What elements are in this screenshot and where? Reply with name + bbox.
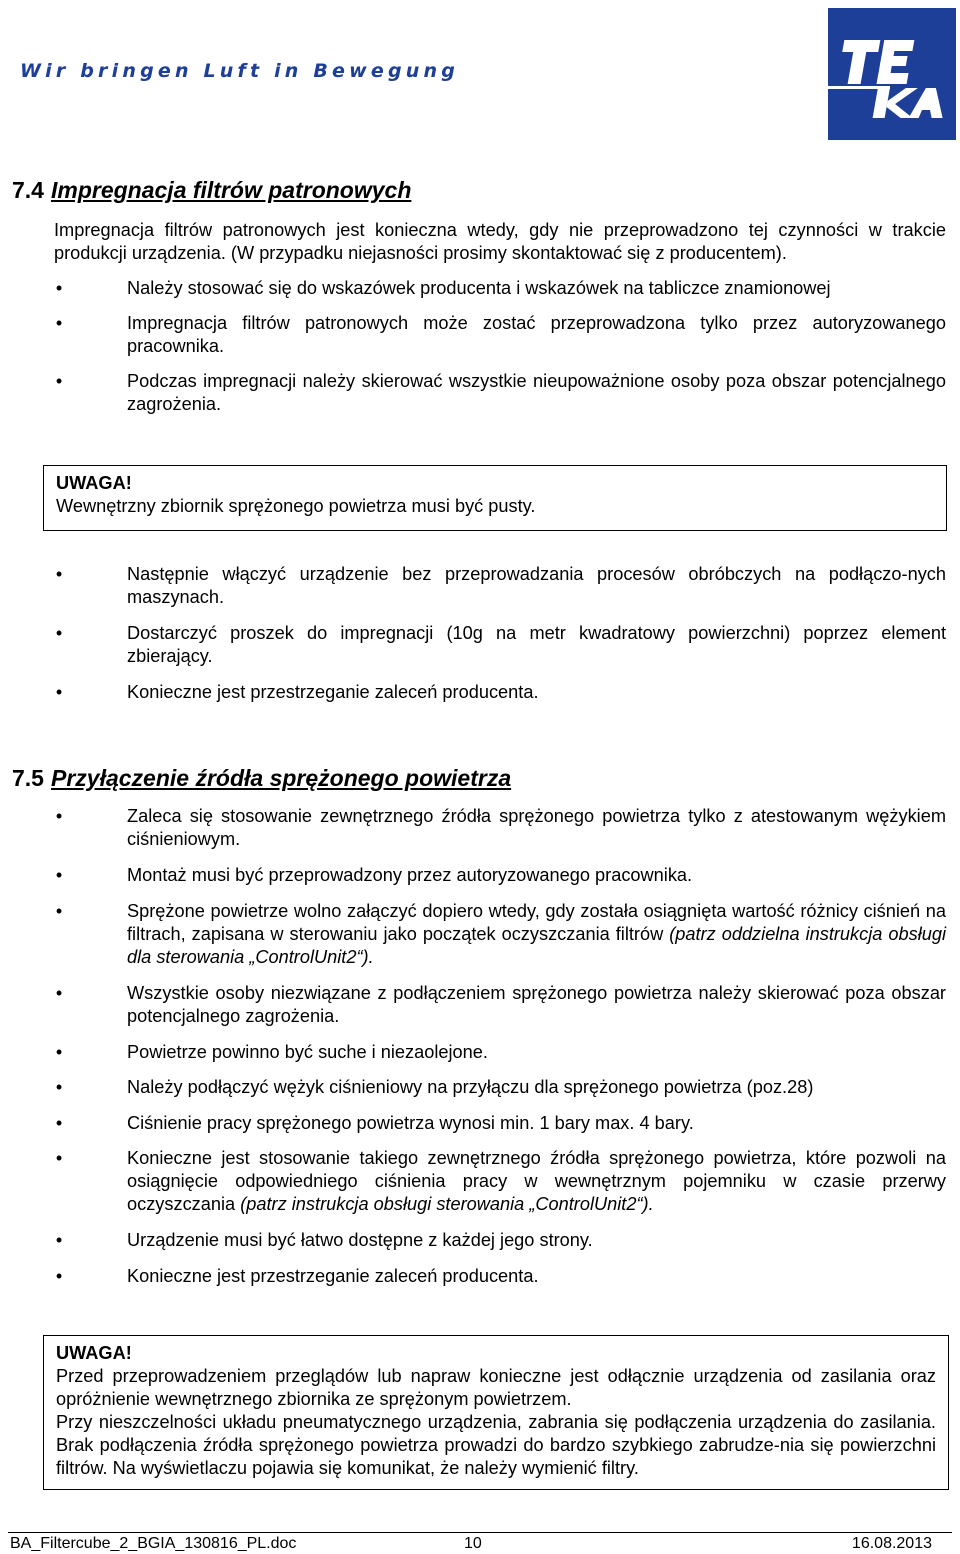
list-item-text: Konieczne jest przestrzeganie zaleceń producenta. <box>127 1266 539 1286</box>
footer-page-number: 10 <box>464 1535 482 1552</box>
list-item <box>54 563 946 609</box>
warning-box <box>43 465 947 531</box>
header-tagline: Wir bringen Luft in Bewegung <box>20 60 460 82</box>
warning-text: Przed przeprowadzeniem przeglądów lub napraw konieczne jest odłącznie urządzenia od zasilania oraz opróżnienie wewnętrznego zbiornika ze sprężonym powietrzem. <box>56 1366 936 1409</box>
list-item-text: Urządzenie musi być łatwo dostępne z każdej jego strony. <box>127 1230 593 1250</box>
list-item <box>54 312 946 358</box>
list-item-text: Ciśnienie pracy sprężonego powietrza wynosi min. 1 bary max. 4 bary. <box>127 1113 694 1133</box>
footer-filename: BA_Filtercube_2_BGIA_130816_PL.doc <box>10 1535 297 1552</box>
list-item <box>54 982 946 1028</box>
bullet-icon: • <box>55 1266 63 1286</box>
bullet-icon: • <box>55 1077 63 1097</box>
list-item-text: Dostarczyć proszek do impregnacji (10g na metr kwadratowy powierzchni) poprzez element zbierający. <box>127 623 946 666</box>
list-item-text: Wszystkie osoby niezwiązane z podłączeniem sprężonego powietrza należy skierować poza obszar potencjalnego zagrożenia. <box>127 983 946 1026</box>
section-74-title: Impregnacja filtrów patronowych <box>50 177 412 203</box>
section-75-title: Przyłączenie źródła sprężonego powietrza <box>50 765 512 791</box>
list-item-text: Konieczne jest stosowanie takiego zewnętrznego źródła sprężonego powietrza, które pozwoli na osiągnięcie odpowiedniego ciśnienia pracy w wewnętrznym pojemniku w czasie przerwy oczyszczania (patrz instrukcja obsługi sterowania „ControlUnit2“). <box>127 1148 946 1214</box>
bullet-icon: • <box>55 983 63 1003</box>
bullet-icon: • <box>55 1042 63 1062</box>
bullet-icon: • <box>55 313 63 333</box>
bullet-icon: • <box>55 623 63 643</box>
warning-text: Przy nieszczelności układu pneumatycznego urządzenia, zabrania się podłączenia urządzenia do zasilania. Brak podłączenia źródła sprężonego powietrza prowadzi do bardzo szybkiego zabrudze-nia się powierzchni filtrów. Na wyświetlaczu pojawia się komunikat, że należy wymienić filtry. <box>56 1412 936 1478</box>
bullet-icon: • <box>55 1230 63 1250</box>
warning-box <box>43 1335 949 1490</box>
bullet-icon: • <box>55 278 63 298</box>
list-item-text: Podczas impregnacji należy skierować wszystkie nieupoważnione osoby poza obszar potencjalnego zagrożenia. <box>127 371 946 414</box>
list-item <box>54 370 946 416</box>
warning-text: Wewnętrzny zbiornik sprężonego powietrza musi być pusty. <box>56 496 536 516</box>
bullet-icon: • <box>55 564 63 584</box>
teka-logo <box>828 8 956 140</box>
teka-logo-mark <box>828 8 956 140</box>
list-item <box>54 900 946 969</box>
section-74-number: 7.4 <box>12 177 44 203</box>
list-item <box>54 1229 946 1252</box>
warning-label: UWAGA! <box>56 1343 132 1363</box>
section-74-heading <box>12 176 411 204</box>
list-item-text: Powietrze powinno być suche i niezaolejone. <box>127 1042 488 1062</box>
list-item-text: Następnie włączyć urządzenie bez przeprowadzania procesów obróbczych na podłączo-nych maszynach. <box>127 564 946 607</box>
list-item <box>54 805 946 851</box>
list-item <box>54 1076 946 1099</box>
section-75-heading <box>12 764 511 792</box>
list-item-text: Konieczne jest przestrzeganie zaleceń producenta. <box>127 682 539 702</box>
bullet-icon: • <box>55 1113 63 1133</box>
bullet-icon: • <box>55 682 63 702</box>
bullet-icon: • <box>55 806 63 826</box>
bullet-icon: • <box>55 901 63 921</box>
list-item <box>54 277 946 300</box>
list-item <box>54 1265 946 1288</box>
section-75-number: 7.5 <box>12 765 44 791</box>
list-item-text: Impregnacja filtrów patronowych może zostać przeprowadzona tylko przez autoryzowanego pracownika. <box>127 313 946 356</box>
list-item <box>54 864 946 887</box>
list-item-text: Należy stosować się do wskazówek producenta i wskazówek na tabliczce znamionowej <box>127 278 831 298</box>
footer-date: 16.08.2013 <box>851 1535 932 1552</box>
list-item <box>54 1041 946 1064</box>
list-item-text: Należy podłączyć wężyk ciśnieniowy na przyłączu dla sprężonego powietrza (poz.28) <box>127 1077 814 1097</box>
list-item-text: Sprężone powietrze wolno załączyć dopiero wtedy, gdy została osiągnięta wartość różnicy ciśnień na filtrach, zapisana w sterowaniu jako początek oczyszczania filtrów (patrz oddzielna instrukcja obsługi dla sterowania „ControlUnit2“). <box>127 901 947 967</box>
bullet-icon: • <box>55 371 63 391</box>
page-footer <box>8 1532 952 1553</box>
list-item <box>54 1147 946 1216</box>
bullet-icon: • <box>55 865 63 885</box>
bullet-icon: • <box>55 1148 63 1168</box>
list-item <box>54 1112 946 1135</box>
list-item <box>54 622 946 668</box>
section-74-intro: Impregnacja filtrów patronowych jest konieczna wtedy, gdy nie przeprowadzono tej czynności w trakcie produkcji urządzenia. (W przypadku niejasności prosimy skontaktować się z producentem). <box>54 220 946 263</box>
list-item <box>54 681 946 704</box>
warning-label: UWAGA! <box>56 473 132 493</box>
list-item-text: Montaż musi być przeprowadzony przez autoryzowanego pracownika. <box>127 865 693 885</box>
list-item-text: Zaleca się stosowanie zewnętrznego źródła sprężonego powietrza tylko z atestowanym wężykiem ciśnieniowym. <box>127 806 946 849</box>
